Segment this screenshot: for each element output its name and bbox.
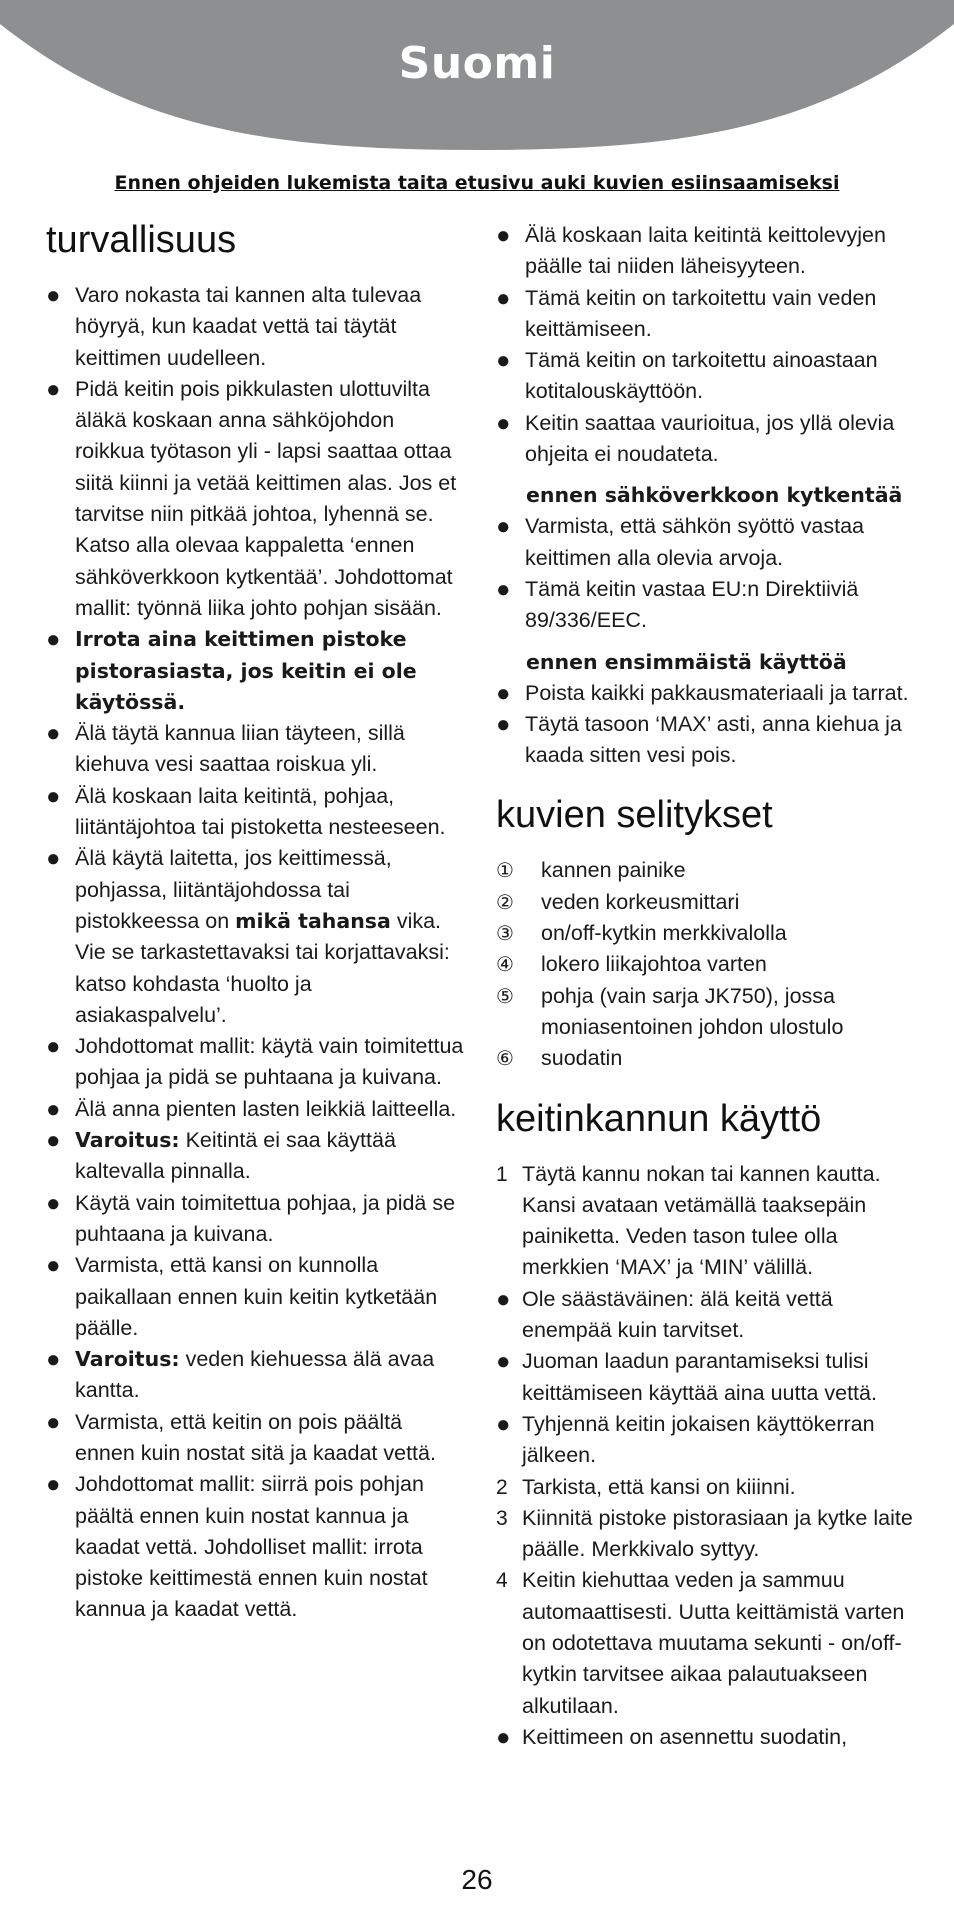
item-text: Älä anna pienten lasten leikkiä laitteella.	[75, 1096, 457, 1121]
item-text: Varmista, että sähkön syöttö vastaa keittimen alla olevia arvoja.	[525, 514, 864, 570]
item-text: Keitin kiehuttaa veden ja sammuu automaattisesti. Uutta keittämistä varten on odotettava muutama sekunti - on/off-kytkin tarvitsee aikaa palautuakseen alkutilaan.	[522, 1568, 905, 1718]
language-title: Suomi	[398, 38, 556, 89]
list-item	[496, 887, 916, 918]
item-text: Keitintä ei saa käyttää kaltevalla pinnalla.	[75, 1128, 396, 1184]
list-item	[496, 408, 916, 471]
circled-number: ①	[496, 858, 514, 883]
list-item	[46, 624, 466, 718]
item-text: Poista kaikki pakkausmateriaali ja tarrat.	[525, 680, 909, 705]
item-text: Pidä keitin pois pikkulasten ulottuvilta äläkä koskaan anna sähköjohdon roikkua työtason yli - lapsi saattaa ottaa siitä kiinni ja vetää keittimen alas. Jos et tarvitse niin pitkää johtoa, lyhennä se. Katso alla olevaa kappaletta ‘ennen sähköverkkoon kytkentää’. Johdottomat mallit: työnnä liika johto pohjan sisään.	[75, 376, 457, 620]
list-item	[496, 1409, 916, 1472]
before-first-use-heading: ennen ensimmäistä käyttöä	[526, 649, 847, 674]
item-text: Käytä vain toimitettua pohjaa, ja pidä se puhtaana ja kuivana.	[75, 1190, 456, 1246]
list-item	[46, 1094, 466, 1125]
step-number: 2	[496, 1475, 508, 1499]
list-item	[46, 1469, 466, 1625]
bullet-icon: ●	[46, 782, 61, 810]
bullet-icon: ●	[496, 1723, 511, 1751]
list-item	[46, 1344, 466, 1407]
key-list	[496, 855, 916, 1074]
safety-list	[46, 280, 466, 1626]
list-item	[496, 220, 916, 283]
list-item	[496, 1472, 916, 1503]
bullet-icon: ●	[46, 1346, 61, 1374]
safety-heading: turvallisuus	[46, 219, 237, 261]
list-item	[46, 280, 466, 374]
left-column	[46, 218, 466, 1626]
step-number: 4	[496, 1569, 508, 1593]
bullet-icon: ●	[46, 1471, 61, 1499]
list-item	[496, 345, 916, 408]
list-item	[46, 1031, 466, 1094]
right-column	[496, 220, 916, 1753]
bullet-icon: ●	[46, 375, 61, 403]
item-text: Tämä keitin vastaa EU:n Direktiiviä 89/336/EEC.	[525, 576, 859, 633]
list-item	[46, 1125, 466, 1188]
item-text: Johdottomat mallit: käytä vain toimitettua pohjaa ja pidä se puhtaana ja kuivana.	[75, 1034, 464, 1090]
list-item	[496, 918, 916, 949]
item-text: Johdottomat mallit: siirrä pois pohjan päältä ennen kuin nostat kannua ja kaadat vettä. Johdolliset mallit: irrota pistoke keittimestä ennen kuin nostat kannua ja kaadat vettä.	[75, 1472, 428, 1622]
item-text: Älä käytä laitetta, jos keittimessä, pohjassa, liitäntäjohdossa tai pistokkeessa on	[75, 846, 392, 933]
item-text: Keittimeen on asennettu suodatin,	[522, 1724, 848, 1749]
before-connecting-list	[496, 511, 916, 636]
list-item	[496, 1503, 916, 1566]
list-item	[496, 1722, 916, 1753]
item-text: on/off-kytkin merkkivalolla	[541, 921, 787, 946]
item-text: Keitin saattaa vaurioitua, jos yllä olevia ohjeita ei noudateta.	[525, 410, 895, 467]
item-text: suodatin	[541, 1046, 623, 1071]
item-text: Kiinnitä pistoke pistorasiaan ja kytke laite päälle. Merkkivalo syttyy.	[522, 1505, 913, 1562]
bullet-icon: ●	[496, 347, 511, 375]
bullet-icon: ●	[496, 1285, 511, 1313]
bullet-icon: ●	[46, 720, 61, 748]
list-item	[496, 678, 916, 709]
item-text: Juoman laadun parantamiseksi tulisi keittämiseen käyttää aina uutta vettä.	[522, 1349, 877, 1405]
bullet-icon: ●	[496, 1410, 511, 1438]
before-first-use-list	[496, 678, 916, 772]
bullet-icon: ●	[46, 1189, 61, 1217]
item-text: kannen painike	[541, 858, 686, 883]
list-item	[46, 843, 466, 1031]
item-text: pohja (vain sarja JK750), jossa moniasentoinen johdon ulostulo	[541, 983, 844, 1039]
bullet-icon: ●	[46, 1408, 61, 1436]
bullet-icon: ●	[496, 222, 511, 249]
item-text: vika. Vie se tarkastettavaksi tai korjattavaksi: katso kohdasta ‘huolto ja asiakaspalvelu’.	[75, 908, 450, 1027]
list-item	[46, 1250, 466, 1344]
usage-list	[496, 1159, 916, 1754]
bullet-icon: ●	[496, 409, 511, 437]
bullet-icon: ●	[46, 845, 61, 873]
item-text: Ole säästäväinen: älä keitä vettä enempää kuin tarvitset.	[522, 1286, 833, 1343]
list-item	[496, 1284, 916, 1347]
fold-out-note: Ennen ohjeiden lukemista taita etusivu auki kuvien esiinsaamiseksi	[114, 172, 840, 194]
item-text: veden korkeusmittari	[541, 889, 740, 914]
bold-text: Varoitus:	[75, 1347, 180, 1372]
step-number: 3	[496, 1506, 508, 1530]
circled-number: ⑥	[496, 1046, 514, 1071]
circled-number: ⑤	[496, 983, 514, 1008]
before-connecting-heading: ennen sähköverkkoon kytkentää	[526, 483, 903, 508]
step-number: 1	[496, 1162, 508, 1186]
bullet-icon: ●	[496, 284, 511, 312]
list-item	[496, 574, 916, 637]
key-heading: kuvien selitykset	[496, 794, 773, 837]
item-text: Varmista, että kansi on kunnolla paikallaan ennen kuin keitin kytketään päälle.	[75, 1253, 438, 1340]
bullet-icon: ●	[496, 575, 511, 603]
bullet-icon: ●	[496, 679, 511, 707]
safety-list-continued	[496, 220, 916, 470]
bullet-icon: ●	[496, 1348, 511, 1376]
list-item	[496, 1346, 916, 1409]
bullet-icon: ●	[46, 1033, 61, 1061]
bullet-icon: ●	[46, 626, 61, 654]
page-number: 26	[461, 1864, 493, 1895]
item-text: Tämä keitin on tarkoitettu vain veden keittämiseen.	[525, 285, 877, 341]
circled-number: ②	[496, 889, 514, 914]
list-item	[496, 283, 916, 346]
list-item	[46, 1188, 466, 1251]
circled-number: ④	[496, 952, 514, 977]
item-text: Täytä tasoon ‘MAX’ asti, anna kiehua ja kaada sitten vesi pois.	[525, 711, 902, 768]
item-text: Älä koskaan laita keitintä, pohjaa, liitäntäjohtoa tai pistoketta nesteeseen.	[75, 783, 446, 840]
item-text: lokero liikajohtoa varten	[541, 952, 767, 977]
list-item	[496, 1565, 916, 1721]
list-item	[496, 709, 916, 772]
bold-text: Irrota aina keittimen pistoke pistorasiasta, jos keitin ei ole käytössä.	[75, 627, 417, 714]
circled-number: ③	[496, 921, 514, 946]
list-item	[46, 1407, 466, 1470]
item-text: Tämä keitin on tarkoitettu ainoastaan kotitalouskäyttöön.	[525, 348, 878, 404]
list-item	[496, 511, 916, 574]
list-item	[496, 855, 916, 886]
item-text: Varmista, että keitin on pois päältä ennen kuin nostat sitä ja kaadat vettä.	[75, 1409, 436, 1465]
usage-heading: keitinkannun käyttö	[496, 1097, 822, 1140]
list-item	[496, 981, 916, 1044]
bullet-icon: ●	[46, 1127, 61, 1155]
item-text: Tarkista, että kansi on kiiinni.	[522, 1474, 796, 1499]
bold-text: Varoitus:	[75, 1128, 180, 1153]
bullet-icon: ●	[46, 282, 61, 309]
item-text: Tyhjennä keitin jokaisen käyttökerran jälkeen.	[522, 1411, 875, 1468]
list-item	[496, 1159, 916, 1284]
bold-text: mikä tahansa	[235, 908, 391, 933]
bullet-icon: ●	[496, 710, 511, 738]
item-text: Varo nokasta tai kannen alta tulevaa höyryä, kun kaadat vettä tai täytät keittimen uudelleen.	[75, 283, 422, 370]
item-text: Älä täytä kannua liian täyteen, sillä kiehuva vesi saattaa roiskua yli.	[75, 721, 405, 777]
list-item	[46, 781, 466, 844]
list-item	[496, 1043, 916, 1074]
list-item	[46, 374, 466, 624]
bullet-icon: ●	[46, 1095, 61, 1123]
item-text: Älä koskaan laita keitintä keittolevyjen päälle tai niiden läheisyyteen.	[525, 223, 886, 279]
item-text: veden kiehuessa älä avaa kantta.	[75, 1347, 435, 1403]
list-item	[46, 718, 466, 781]
list-item	[496, 949, 916, 980]
item-text: Täytä kannu nokan tai kannen kautta. Kansi avataan vetämällä taaksepäin painiketta. Veden tason tulee olla merkkien ‘MAX’ ja ‘MIN’ välillä.	[522, 1161, 881, 1280]
bullet-icon: ●	[496, 513, 511, 541]
bullet-icon: ●	[46, 1252, 61, 1280]
